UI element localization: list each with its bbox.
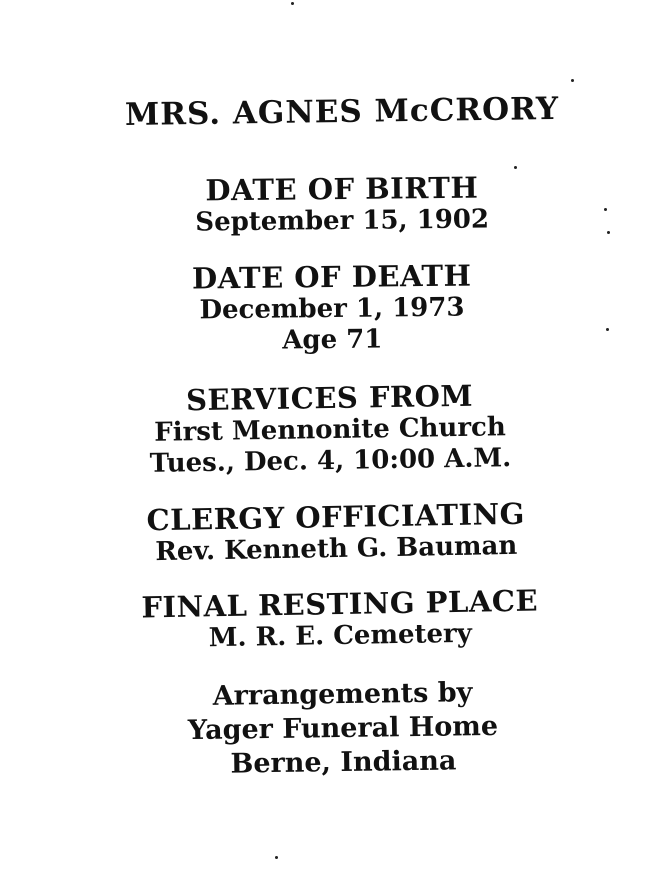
clergy-name: Rev. Kenneth G. Bauman xyxy=(155,530,518,568)
birth-heading: DATE OF BIRTH xyxy=(205,170,479,208)
scan-speck xyxy=(607,231,610,234)
services-section xyxy=(0,376,667,483)
scan-speck xyxy=(604,208,607,211)
resting-section xyxy=(3,581,672,658)
scan-speck xyxy=(291,2,294,5)
arrangements-line-2: Yager Funeral Home xyxy=(187,710,499,747)
services-time: Tues., Dec. 4, 10:00 A.M. xyxy=(149,443,512,479)
scan-speck xyxy=(606,328,609,331)
scan-speck xyxy=(275,856,278,859)
arrangements-line-3: Berne, Indiana xyxy=(230,745,457,780)
deceased-name: MRS. AGNES McCRORY xyxy=(124,90,560,134)
arrangements-section xyxy=(6,673,672,784)
clergy-heading: CLERGY OFFICIATING xyxy=(146,496,526,538)
scan-speck xyxy=(514,166,517,169)
clergy-section xyxy=(0,494,672,571)
birth-section xyxy=(6,168,672,240)
services-place: First Mennonite Church xyxy=(154,412,506,448)
resting-heading: FINAL RESTING PLACE xyxy=(141,583,539,625)
cemetery-name: M. R. E. Cemetery xyxy=(208,618,473,654)
death-heading: DATE OF DEATH xyxy=(191,258,472,296)
services-heading: SERVICES FROM xyxy=(185,378,474,418)
age: Age 71 xyxy=(282,324,383,356)
death-section xyxy=(0,256,668,359)
scan-speck xyxy=(571,79,574,82)
death-date: December 1, 1973 xyxy=(199,292,465,326)
birth-date: September 15, 1902 xyxy=(195,204,490,238)
arrangements-line-1: Arrangements by xyxy=(212,677,473,712)
